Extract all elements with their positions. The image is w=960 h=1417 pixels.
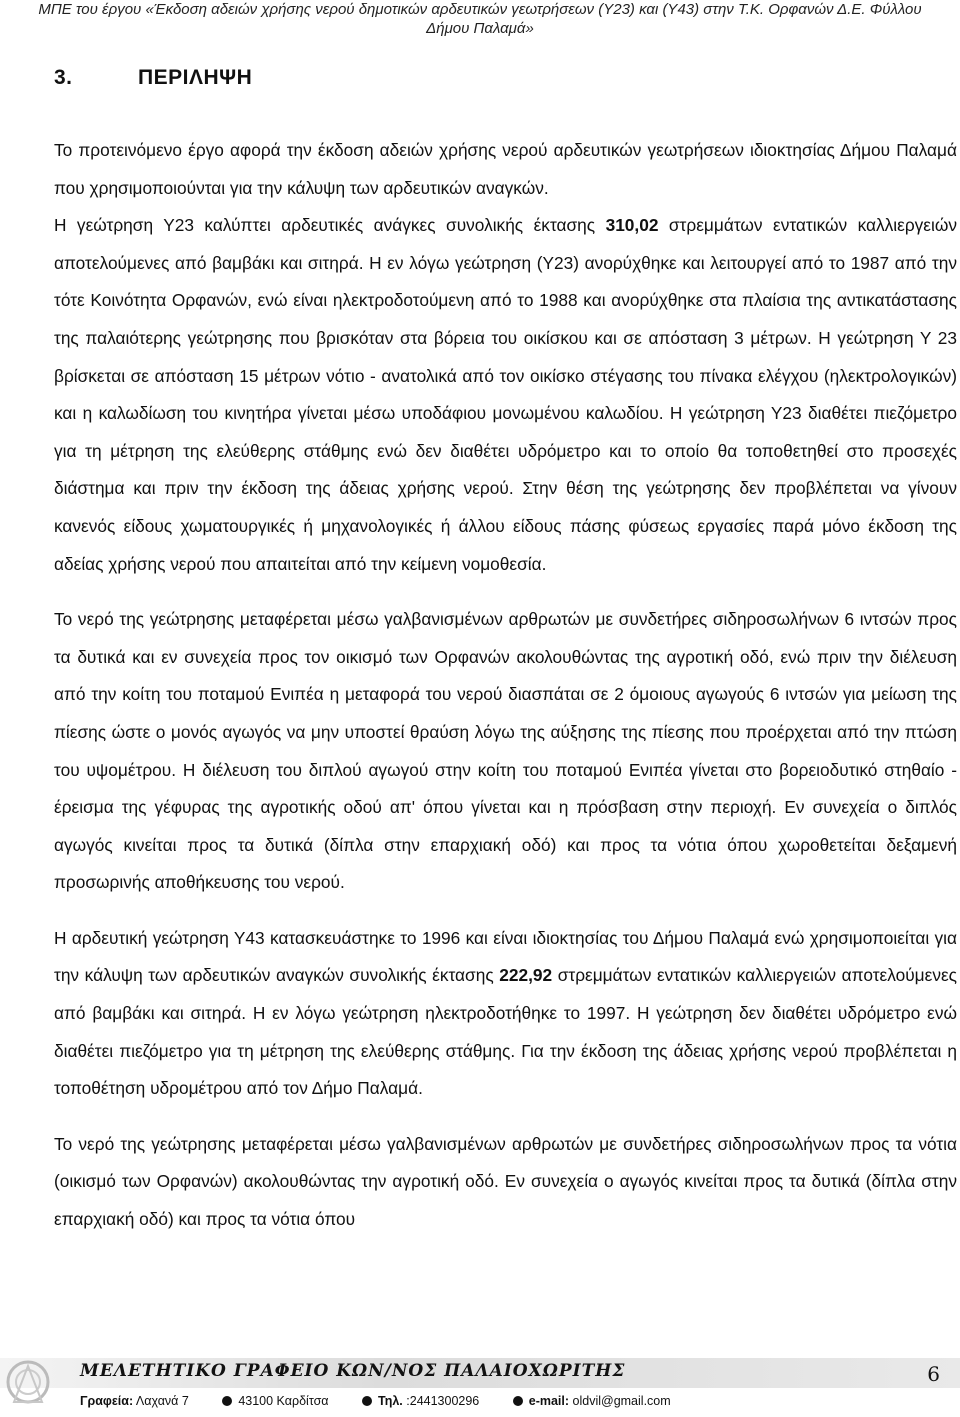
email-value[interactable]: oldvil@gmail.com <box>569 1394 671 1408</box>
header-line-1: ΜΠΕ του έργου «Έκδοση αδειών χρήσης νερού δημοτικών αρδευτικών γεωτρήσεων (Υ23) και (Υ43) στην Τ.Κ. Ορφανών Δ.Ε. Φύλλου <box>38 1 922 18</box>
phone <box>362 1394 479 1408</box>
email-label: e-mail: <box>528 1394 570 1408</box>
header-line-2: Δήμου Παλαμά» <box>426 20 534 37</box>
document-body <box>54 132 957 1239</box>
phone-value: :2441300296 <box>402 1394 480 1408</box>
section-title: ΠΕΡΙΛΗΨΗ <box>138 66 253 89</box>
postcode-value: 43100 Καρδίτσα <box>238 1394 329 1408</box>
paragraph-4-text-b: στρεμμάτων εντατικών καλλιεργειών αποτελούμενες από βαμβάκι και σιτηρά. Η εν λόγω γεώτρηση ηλεκτροδοτήθηκε το 1997. Η γεώτρηση δεν διαθέτει υδρόμετρο ενώ διαθέτει πιεζόμετρο για τη μέτρηση της ελεύθερης στάθμης. Για την έκδοση της άδειας χρήσης νερού προβλέπεται η τοποθέτηση υδρομέτρου από τον Δήμο Παλαμά. <box>54 965 958 1099</box>
email-bullet-icon <box>513 1396 523 1406</box>
paragraph-2-text-a: Η γεώτρηση Υ23 καλύπτει αρδευτικές ανάγκες συνολικής έκτασης <box>54 215 606 236</box>
location-bullet-icon <box>222 1396 232 1406</box>
office-name: ΜΕΛΕΤΗΤΙΚΟ ΓΡΑΦΕΙΟ ΚΩΝ/ΝΟΣ ΠΑΛΑΙΟΧΩΡΙΤΗΣ <box>80 1361 626 1381</box>
paragraph-1: Το προτεινόμενο έργο αφορά την έκδοση αδειών χρήσης νερού αρδευτικών γεωτρήσεων ιδιοκτησίας Δήμου Παλαμά που χρησιμοποιούνται για την κάλυψη των αρδευτικών αναγκών. <box>54 140 957 198</box>
paragraph-4-area: 222,92 <box>499 965 553 986</box>
paragraph-4 <box>54 920 957 1108</box>
phone-label: Τηλ. <box>378 1394 403 1408</box>
phone-bullet-icon <box>362 1396 372 1406</box>
section-number: 3. <box>54 66 73 89</box>
office-logo-icon <box>4 1358 52 1414</box>
footer-contact <box>80 1394 701 1408</box>
page-footer <box>0 1356 960 1417</box>
paragraph-2-area: 310,02 <box>605 215 659 236</box>
email[interactable] <box>513 1394 671 1408</box>
paragraph-5: Το νερό της γεώτρησης μεταφέρεται μέσω γαλβανισμένων αρθρωτών με συνδετήρες σιδηροσωλήνων προς τα νότια (οικισμό των Ορφανών) ακολουθώντας την αγροτική οδό. Εν συνεχεία ο αγωγός κινείται προς τα δυτικά (δίπλα στην επαρχιακή οδό) και προς τα νότια όπου <box>54 1133 957 1230</box>
paragraph-4-text-a: Η αρδευτική γεώτρηση Υ43 κατασκευάστηκε το 1996 και είναι ιδιοκτησίας του Δήμου Παλαμά ενώ χρησιμοποιείται για την κάλυψη των αρδευτικών αναγκών συνολικής έκτασης <box>54 927 957 986</box>
section-heading <box>54 66 252 90</box>
page-number: 6 <box>927 1362 940 1386</box>
paragraph-2 <box>54 207 957 583</box>
postcode <box>222 1394 328 1408</box>
document-header <box>0 0 960 38</box>
address <box>80 1394 189 1408</box>
paragraph-2-text-b: στρεμμάτων εντατικών καλλιεργειών αποτελούμενες από βαμβάκι και σιτηρά. Η εν λόγω γεώτρηση (Υ23) ανορύχθηκε και λειτουργεί από το 1987 από την τότε Κοινότητα Ορφανών, ενώ είναι ηλεκτροδοτούμενη από το 1988 και ανορύχθηκε στα πλαίσια της αντικατάστασης της παλαιότερης γεώτρησης που βρισκόταν στα βόρεια του οικίσκου και σε απόσταση 3 μέτρων. Η γεώτρηση Υ 23 βρίσκεται σε απόσταση 15 μέτρων νότιο - ανατολικά από τον οικίσκο στέγασης του πίνακα ελέγχου (ηλεκτρολογικών) και η καλωδίωση του κινητήρα γίνεται μέσω υποδάφιου μονωμένου καλωδίου. Η γεώτρηση Υ23 διαθέτει πιεζόμετρο για τη μέτρηση της ελεύθερης στάθμης ενώ δεν διαθέτει υδρόμετρο και το οποίο θα τοποθετηθεί στο προσεχές διάστημα και πριν την έκδοση της άδειας χρήσης νερού. Στην θέση της γεώτρησης δεν προβλέπεται να γίνουν κανενός είδους χωματουργικές ή μηχανολογικές ή άλλου είδους πάσης φύσεως εργασίες παρά μόνο έκδοση της αδείας χρήσης νερού που απαιτείται από την κείμενη νομοθεσία. <box>54 215 957 574</box>
paragraph-3: Το νερό της γεώτρησης μεταφέρεται μέσω γαλβανισμένων αρθρωτών με συνδετήρες σιδηροσωλήνων 6 ιντσών προς τα δυτικά και εν συνεχεία προς τον οικισμό των Ορφανών ακολουθώντας της αγροτική οδό, ενώ πριν την διέλευση από την κοίτη του ποταμού Ενιπέα η μεταφορά του νερού διασπάται σε 2 όμοιους αγωγούς 6 ιντσών για μείωση της πίεσης ώστε ο μονός αγωγός να μην υποστεί θραύση λόγω της αύξησης της πίεσης που προέρχεται από την πτώση του υψομέτρου. Η διέλευση του διπλού αγωγού στην κοίτη του ποταμού Ενιπέα γίνεται στο βορειοδυτικό στηθαίο - έρεισμα της γέφυρας της αγροτικής οδού απ' όπου γίνεται και η πρόσβαση στην περιοχή. Εν συνεχεία ο διπλός αγωγός κινείται προς τα δυτικά (δίπλα στην επαρχιακή οδό) και προς τα νότια όπου χωροθετείται δεξαμενή προσωρινής αποθήκευσης του νερού. <box>54 609 957 893</box>
address-value: Λαχανά 7 <box>133 1394 189 1408</box>
address-label: Γραφεία: <box>80 1394 134 1408</box>
